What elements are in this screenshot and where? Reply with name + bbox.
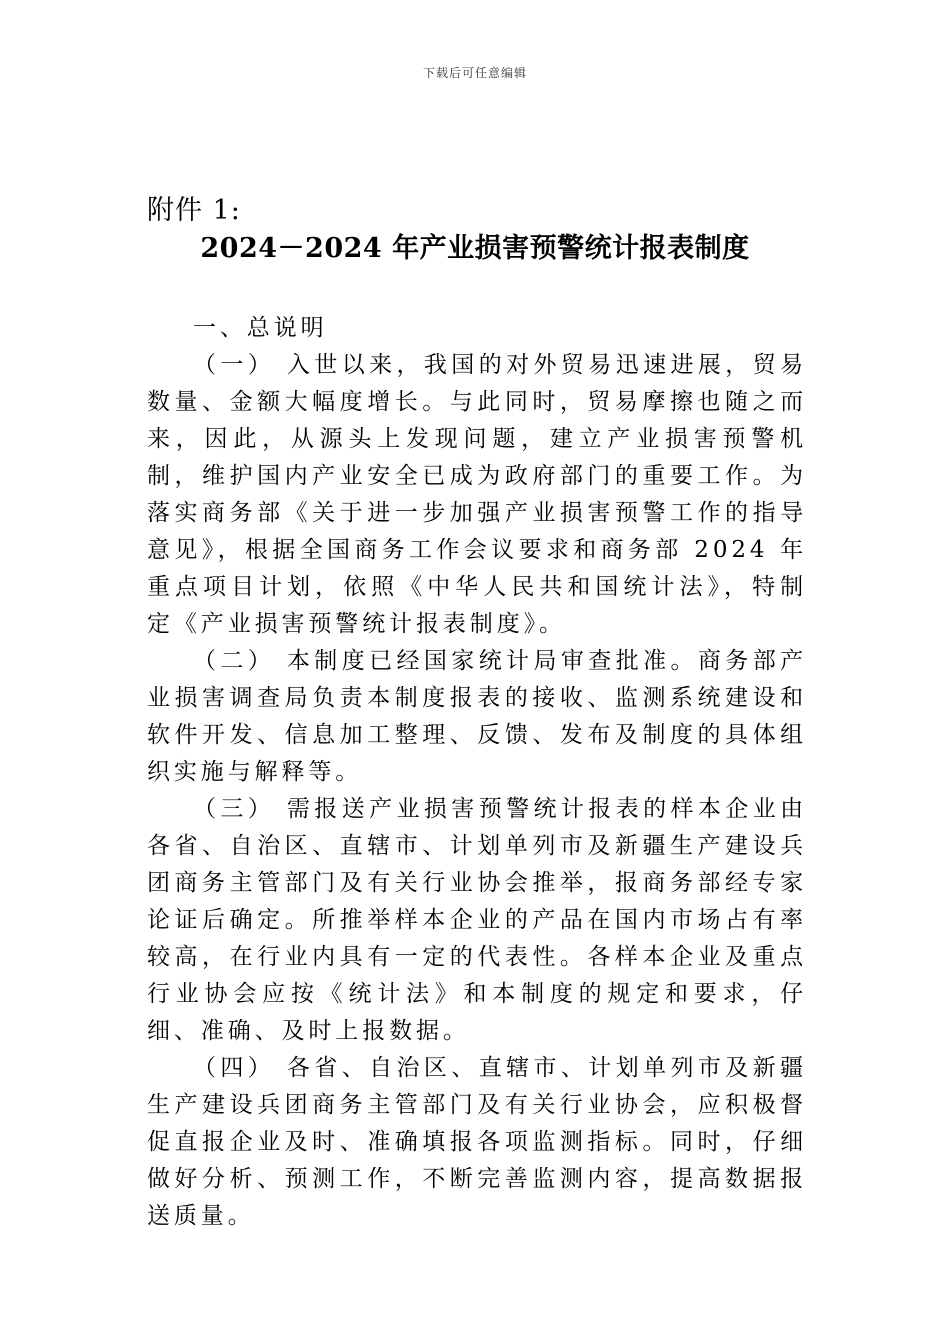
paragraph-3: （三） 需报送产业损害预警统计报表的样本企业由各省、自治区、直辖市、计划单列市及新疆生产建设兵团商务主管部门及有关行业协会推举，报商务部经专家论证后确定。所推举样本企业的产品在国内市场占有率较高，在行业内具有一定的代表性。各样本企业及重点行业协会应按《统计法》和本制度的规定和要求，仔细、准确、及时上报数据。 xyxy=(147,796,807,1044)
annex-label: 附件 1: xyxy=(147,195,241,226)
page-header-note: 下载后可任意编辑 xyxy=(422,66,527,80)
paragraph-1: （一） 入世以来，我国的对外贸易迅速进展，贸易数量、金额大幅度增长。与此同时，贸易摩擦也随之而来，因此，从源头上发现问题，建立产业损害预警机制，维护国内产业安全已成为政府部门的重要工作。为落实商务部《关于进一步加强产业损害预警工作的指导意见》，根据全国商务工作会议要求和商务部 2024 年重点项目计划，依照《中华人民共和国统计法》，特制定《产业损害预警统计报表制度》。 xyxy=(147,352,807,637)
paragraph-2: （二） 本制度已经国家统计局审查批准。商务部产业损害调查局负责本制度报表的接收、监测系统建设和软件开发、信息加工整理、反馈、发布及制度的具体组织实施与解释等。 xyxy=(147,648,807,785)
section-heading: 一、总说明 xyxy=(193,315,328,341)
document-title: 2024－2024 年产业损害预警统计报表制度 xyxy=(200,233,750,264)
document-body xyxy=(147,310,807,1235)
paragraph-4: （四） 各省、自治区、直辖市、计划单列市及新疆生产建设兵团商务主管部门及有关行业协会，应积极督促直报企业及时、准确填报各项监测指标。同时，仔细做好分析、预测工作，不断完善监测内容，提高数据报送质量。 xyxy=(147,1055,807,1229)
